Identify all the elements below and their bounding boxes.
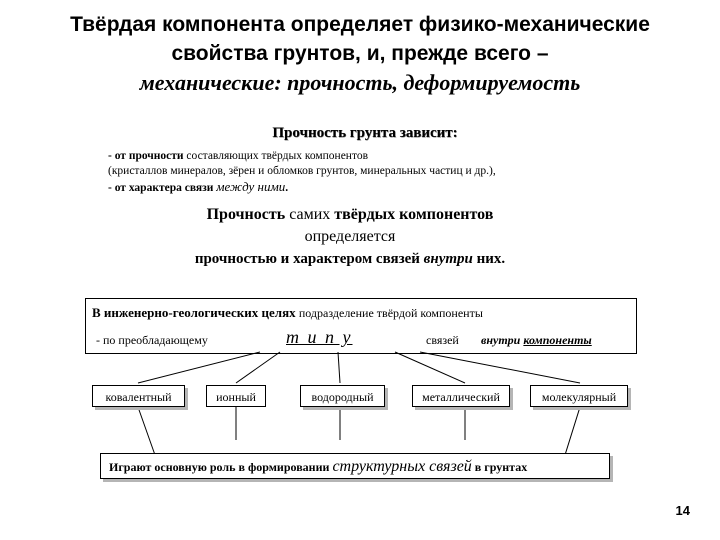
title-line-3: механические: прочность, деформируемость <box>139 70 581 95</box>
classification-by-label: - по преобладающему <box>96 333 208 347</box>
page-number: 14 <box>675 503 690 518</box>
factor-2-end: . <box>285 182 289 194</box>
bond-type-covalent: ковалентный <box>92 385 185 407</box>
strength-factor-1-detail: (кристаллов минералов, зёрен и обломков грунтов, минеральных частиц и др.), <box>108 165 496 177</box>
classification-bonds-word: связей <box>426 333 459 347</box>
classification-type-word: т и п у <box>286 327 353 347</box>
factor-1-bold: - от прочности <box>108 150 184 162</box>
classification-lead-rest: подразделение твёрдой компоненты <box>298 306 483 320</box>
bond-type-hydrogen: водородный <box>300 385 385 407</box>
factor-2-bold: - от характера связи <box>108 182 214 194</box>
conclusion-box <box>100 453 610 479</box>
title-line-1: Твёрдая компонента определяет физико-механические <box>70 13 650 36</box>
statement-strength-character: прочностью и характером связей <box>194 251 424 267</box>
connector-metallic <box>395 352 465 383</box>
statement-word-self: самих <box>285 206 335 223</box>
connector-covalent <box>138 352 260 383</box>
conclusion-end: в грунтах <box>474 460 528 474</box>
bond-type-ionic: ионный <box>206 385 266 407</box>
factor-2-italic: между ними <box>216 179 286 194</box>
conclusion-structural-bonds: структурных связей <box>332 458 472 475</box>
connector-molecular <box>420 352 580 383</box>
classification-components: компоненты <box>523 333 592 347</box>
classification-inside: внутри <box>481 333 521 347</box>
bond-type-molecular: молекулярный <box>530 385 628 407</box>
statement-word-strength: Прочность <box>206 206 286 223</box>
statement-line-2: определяется <box>304 228 396 245</box>
statement-inside: внутри <box>423 251 473 267</box>
classification-lead-bold: В инженерно-геологических целях <box>92 305 296 320</box>
bond-type-metallic: металлический <box>412 385 510 407</box>
factor-1-text: составляющих твёрдых компонентов <box>183 150 369 162</box>
connector-covalent-down <box>138 407 155 455</box>
connector-molecular-down <box>565 407 580 455</box>
strength-heading: Прочность грунта зависит: <box>272 125 458 141</box>
conclusion-lead: Играют основную роль в формировании <box>109 460 330 474</box>
statement-them: них. <box>472 251 506 267</box>
statement-word-solid: твёрдых компонентов <box>334 206 494 223</box>
connector-hydrogen <box>338 352 340 383</box>
title-line-2: свойства грунтов, и, прежде всего – <box>171 42 549 65</box>
